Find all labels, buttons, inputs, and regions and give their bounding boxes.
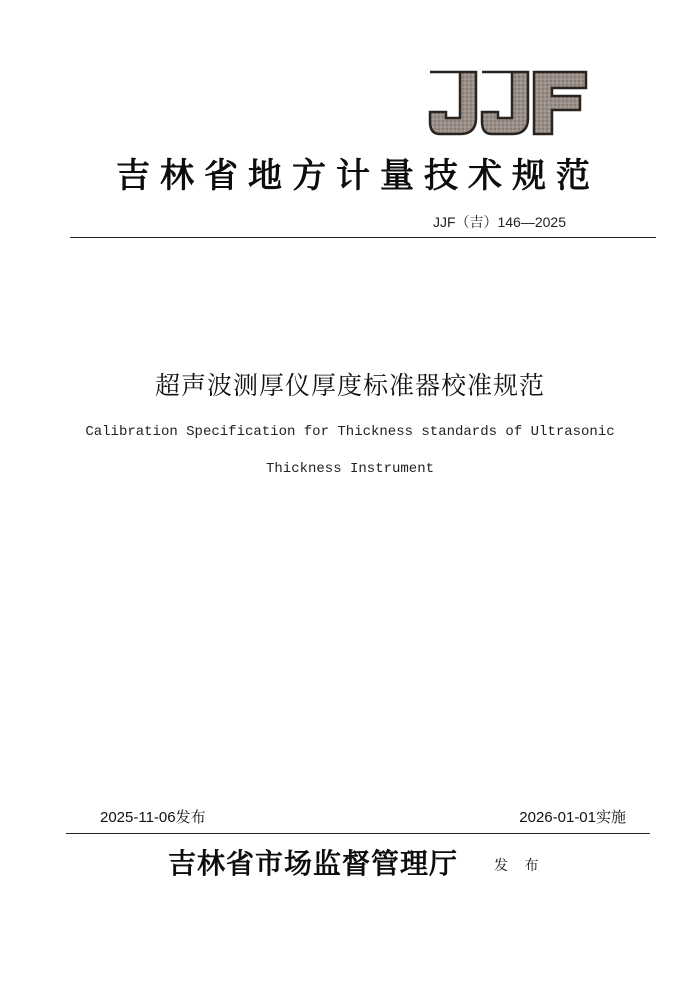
series-title: 吉林省地方计量技术规范 [116, 156, 600, 196]
publish-label: 发 布 [494, 858, 545, 874]
issue-date: 2025-11-06发布 [100, 809, 206, 826]
document-title-chinese: 超声波测厚仪厚度标准器校准规范 [154, 371, 545, 400]
document-title-english-line1: Calibration Specification for Thickness standards of Ultrasonic [85, 424, 615, 440]
publisher-name: 吉林省市场监督管理厅 [168, 847, 459, 880]
jjf-logo [426, 68, 590, 138]
footer-divider [66, 833, 650, 834]
header-divider [70, 237, 656, 238]
document-code: JJF（吉）146—2025 [432, 214, 566, 230]
document-title-english-line2: Thickness Instrument [265, 461, 435, 477]
implementation-date: 2026-01-01实施 [519, 809, 626, 826]
